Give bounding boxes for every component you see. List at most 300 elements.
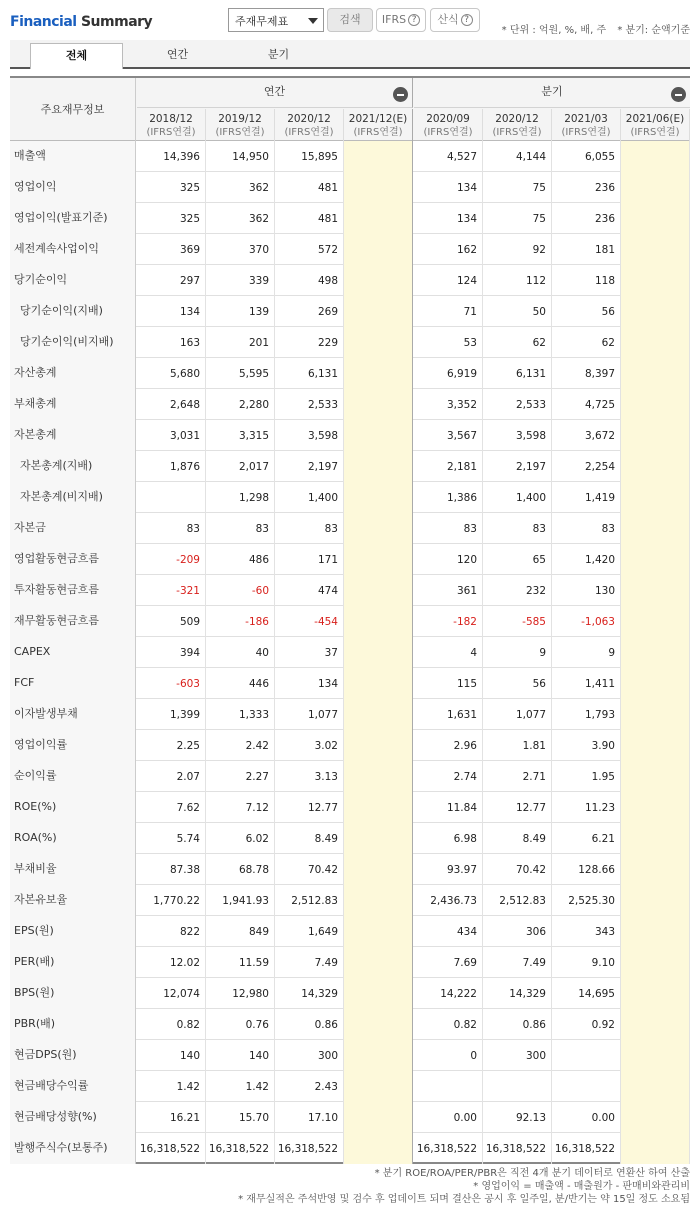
value-cell: 300: [483, 1040, 552, 1071]
value-cell: 509: [137, 606, 206, 637]
value-cell: 1,077: [275, 699, 344, 730]
value-cell: 2,533: [483, 389, 552, 420]
estimate-cell: [621, 1040, 690, 1071]
value-cell: 1,876: [137, 451, 206, 482]
row-label: 당기순이익: [10, 265, 136, 296]
value-cell: [552, 1071, 621, 1102]
column-basis: (IFRS연결): [561, 127, 611, 138]
value-cell: 16,318,522: [414, 1133, 483, 1164]
estimate-cell: [621, 637, 690, 668]
value-cell: 0.92: [552, 1009, 621, 1040]
value-cell: 3,352: [414, 389, 483, 420]
column-period: 2019/12: [218, 113, 262, 125]
value-cell: 92: [483, 234, 552, 265]
value-cell: -454: [275, 606, 344, 637]
value-cell: 1,386: [414, 482, 483, 513]
column-period: 2020/12: [495, 113, 539, 125]
value-cell: 2,197: [275, 451, 344, 482]
value-cell: 2,436.73: [414, 885, 483, 916]
row-label: 자산총계: [10, 358, 136, 389]
value-cell: 8.49: [275, 823, 344, 854]
table-row: [10, 420, 690, 451]
group-header-annual: [137, 78, 413, 108]
estimate-cell: [621, 1133, 690, 1164]
row-label: 부채총계: [10, 389, 136, 420]
value-cell: -60: [206, 575, 275, 606]
value-cell: 71: [414, 296, 483, 327]
estimate-cell: [621, 792, 690, 823]
column-header: [275, 109, 344, 142]
table-row: [10, 389, 690, 420]
estimate-cell: [344, 203, 413, 234]
value-cell: 1,399: [137, 699, 206, 730]
value-cell: 572: [275, 234, 344, 265]
value-cell: 2,181: [414, 451, 483, 482]
value-cell: 163: [137, 327, 206, 358]
row-label: 당기순이익(지배): [10, 296, 136, 327]
column-basis: (IFRS연결): [423, 127, 473, 138]
value-cell: -603: [137, 668, 206, 699]
table-row: [10, 172, 690, 203]
page-title: [10, 14, 152, 30]
formula-help-button[interactable]: [430, 8, 480, 32]
estimate-cell: [621, 420, 690, 451]
value-cell: [414, 1071, 483, 1102]
estimate-cell: [344, 1102, 413, 1133]
value-cell: 70.42: [483, 854, 552, 885]
tab-annual[interactable]: 연간: [166, 48, 189, 61]
estimate-cell: [344, 916, 413, 947]
value-cell: 236: [552, 172, 621, 203]
statement-type-select[interactable]: [228, 8, 324, 32]
financial-summary-table: [10, 76, 690, 1164]
value-cell: 394: [137, 637, 206, 668]
estimate-cell: [344, 978, 413, 1009]
column-basis: (IFRS연결): [492, 127, 542, 138]
value-cell: 50: [483, 296, 552, 327]
estimate-cell: [344, 482, 413, 513]
estimate-cell: [344, 420, 413, 451]
table-row: [10, 1133, 690, 1164]
estimate-cell: [621, 854, 690, 885]
value-cell: 11.59: [206, 947, 275, 978]
value-cell: 62: [552, 327, 621, 358]
search-button-label: 검색: [339, 13, 361, 26]
ifrs-help-button[interactable]: [376, 8, 426, 32]
value-cell: 1,941.93: [206, 885, 275, 916]
value-cell: 2.27: [206, 761, 275, 792]
unit-note-text: * 단위 : 억원, %, 배, 주: [501, 25, 607, 36]
value-cell: 2.25: [137, 730, 206, 761]
value-cell: 6.98: [414, 823, 483, 854]
table-row: [10, 606, 690, 637]
value-cell: 849: [206, 916, 275, 947]
value-cell: 4,725: [552, 389, 621, 420]
value-cell: 14,695: [552, 978, 621, 1009]
footnote: * 분기 ROE/ROA/PER/PBR은 직전 4개 분기 데이터로 연환산 하여 산출: [374, 1168, 690, 1179]
value-cell: 0.00: [552, 1102, 621, 1133]
value-cell: 1,298: [206, 482, 275, 513]
value-cell: 7.69: [414, 947, 483, 978]
value-cell: -186: [206, 606, 275, 637]
value-cell: 2.43: [275, 1071, 344, 1102]
value-cell: 8.49: [483, 823, 552, 854]
row-label: CAPEX: [10, 637, 136, 668]
group-annual-label: 연간: [263, 85, 286, 98]
value-cell: 2,512.83: [275, 885, 344, 916]
value-cell: 134: [275, 668, 344, 699]
estimate-cell: [621, 730, 690, 761]
estimate-cell: [621, 296, 690, 327]
value-cell: 181: [552, 234, 621, 265]
value-cell: 3,031: [137, 420, 206, 451]
row-label: 세전계속사업이익: [10, 234, 136, 265]
group-header-quarter: [414, 78, 690, 108]
column-header: [483, 109, 552, 142]
value-cell: 37: [275, 637, 344, 668]
value-cell: 1,400: [483, 482, 552, 513]
estimate-cell: [621, 1102, 690, 1133]
value-cell: 9: [483, 637, 552, 668]
value-cell: 162: [414, 234, 483, 265]
value-cell: 481: [275, 172, 344, 203]
value-cell: 4: [414, 637, 483, 668]
column-header: [206, 109, 275, 142]
estimate-cell: [344, 854, 413, 885]
estimate-cell: [344, 389, 413, 420]
value-cell: 2,525.30: [552, 885, 621, 916]
value-cell: 83: [414, 513, 483, 544]
value-cell: 87.38: [137, 854, 206, 885]
value-cell: 16,318,522: [275, 1133, 344, 1164]
value-cell: 325: [137, 203, 206, 234]
value-cell: 16,318,522: [206, 1133, 275, 1164]
row-label: 순이익률: [10, 761, 136, 792]
table-row: [10, 203, 690, 234]
value-cell: 5,595: [206, 358, 275, 389]
value-cell: 4,144: [483, 141, 552, 172]
value-cell: 2,648: [137, 389, 206, 420]
estimate-cell: [621, 1009, 690, 1040]
value-cell: 1,077: [483, 699, 552, 730]
value-cell: 11.84: [414, 792, 483, 823]
brand-word-2: Summary: [80, 14, 153, 30]
value-cell: 325: [137, 172, 206, 203]
estimate-cell: [621, 327, 690, 358]
column-basis: (IFRS연결): [353, 127, 403, 138]
value-cell: 140: [206, 1040, 275, 1071]
value-cell: 83: [206, 513, 275, 544]
period-tabs: [10, 40, 690, 69]
value-cell: 70.42: [275, 854, 344, 885]
value-cell: [483, 1071, 552, 1102]
column-header: [552, 109, 621, 142]
estimate-cell: [621, 203, 690, 234]
row-label: FCF: [10, 668, 136, 699]
value-cell: 369: [137, 234, 206, 265]
value-cell: 7.49: [275, 947, 344, 978]
estimate-cell: [621, 978, 690, 1009]
value-cell: 2.96: [414, 730, 483, 761]
estimate-cell: [621, 1071, 690, 1102]
table-row: [10, 296, 690, 327]
row-label: 영업이익(발표기준): [10, 203, 136, 234]
value-cell: 0: [414, 1040, 483, 1071]
estimate-cell: [621, 575, 690, 606]
value-cell: 3,315: [206, 420, 275, 451]
value-cell: 75: [483, 172, 552, 203]
estimate-cell: [621, 513, 690, 544]
value-cell: 0.86: [275, 1009, 344, 1040]
column-period: 2020/09: [426, 113, 470, 125]
table-row: [10, 1102, 690, 1133]
estimate-cell: [344, 141, 413, 172]
value-cell: 300: [275, 1040, 344, 1071]
estimate-cell: [344, 606, 413, 637]
value-cell: 6,131: [275, 358, 344, 389]
value-cell: 0.76: [206, 1009, 275, 1040]
value-cell: 1,420: [552, 544, 621, 575]
row-label: 영업이익: [10, 172, 136, 203]
row-label: 당기순이익(비지배): [10, 327, 136, 358]
value-cell: 6.21: [552, 823, 621, 854]
value-cell: 112: [483, 265, 552, 296]
value-cell: -1,063: [552, 606, 621, 637]
value-cell: 7.62: [137, 792, 206, 823]
estimate-cell: [344, 234, 413, 265]
value-cell: 1,793: [552, 699, 621, 730]
row-label: 부채비율: [10, 854, 136, 885]
table-row: [10, 482, 690, 513]
value-cell: 339: [206, 265, 275, 296]
value-cell: 92.13: [483, 1102, 552, 1133]
group-quarter-label: 분기: [541, 85, 563, 98]
value-cell: 139: [206, 296, 275, 327]
estimate-cell: [621, 451, 690, 482]
row-label: EPS(원): [10, 916, 136, 947]
estimate-cell: [344, 513, 413, 544]
footnote: * 재무실적은 주석반영 및 검수 후 업데이트 되며 결산은 공시 후 일주일, 분/반기는 약 15일 정도 소요됨: [238, 1194, 690, 1205]
estimate-cell: [621, 544, 690, 575]
row-label: 현금DPS(원): [10, 1040, 136, 1071]
ifrs-button-label: IFRS: [381, 13, 407, 26]
value-cell: 370: [206, 234, 275, 265]
value-cell: 362: [206, 172, 275, 203]
value-cell: 115: [414, 668, 483, 699]
value-cell: 6,919: [414, 358, 483, 389]
estimate-cell: [621, 141, 690, 172]
column-basis: (IFRS연결): [215, 127, 265, 138]
footnote: * 영업이익 = 매출액 - 매출원가 - 판매비와관리비: [473, 1181, 690, 1192]
value-cell: 446: [206, 668, 275, 699]
table-row: [10, 668, 690, 699]
value-cell: 1,333: [206, 699, 275, 730]
table-row: [10, 854, 690, 885]
value-cell: 1.42: [206, 1071, 275, 1102]
value-cell: 16,318,522: [137, 1133, 206, 1164]
row-label: 매출액: [10, 141, 136, 172]
row-label: 자본총계(비지배): [10, 482, 136, 513]
value-cell: 2,197: [483, 451, 552, 482]
value-cell: 2,512.83: [483, 885, 552, 916]
table-row: [10, 792, 690, 823]
top-bar: [0, 0, 700, 40]
value-cell: 3,598: [483, 420, 552, 451]
row-label: BPS(원): [10, 978, 136, 1009]
estimate-cell: [344, 1040, 413, 1071]
value-cell: -182: [414, 606, 483, 637]
row-label: ROE(%): [10, 792, 136, 823]
estimate-cell: [621, 265, 690, 296]
column-header: [137, 109, 206, 142]
row-label: 현금배당수익률: [10, 1071, 136, 1102]
value-cell: 481: [275, 203, 344, 234]
row-label: 자본유보율: [10, 885, 136, 916]
value-cell: 3.02: [275, 730, 344, 761]
tab-all[interactable]: 전체: [30, 43, 123, 69]
estimate-cell: [621, 606, 690, 637]
table-row: [10, 730, 690, 761]
column-period: 2018/12: [149, 113, 193, 125]
table-row: [10, 916, 690, 947]
row-label: 자본총계: [10, 420, 136, 451]
estimate-cell: [344, 1071, 413, 1102]
table-row: [10, 141, 690, 172]
column-period: 2021/03: [564, 113, 608, 125]
estimate-cell: [621, 389, 690, 420]
column-header: [344, 109, 413, 142]
table-row: [10, 513, 690, 544]
table-row: [10, 358, 690, 389]
value-cell: 12,980: [206, 978, 275, 1009]
value-cell: 1,770.22: [137, 885, 206, 916]
value-cell: 83: [275, 513, 344, 544]
value-cell: 9.10: [552, 947, 621, 978]
column-basis: (IFRS연결): [146, 127, 196, 138]
tab-quarterly[interactable]: 분기: [267, 48, 290, 61]
row-label: PBR(배): [10, 1009, 136, 1040]
estimate-cell: [344, 792, 413, 823]
estimate-cell: [621, 482, 690, 513]
search-button[interactable]: [327, 8, 373, 32]
estimate-cell: [621, 947, 690, 978]
value-cell: 0.82: [414, 1009, 483, 1040]
value-cell: 14,329: [275, 978, 344, 1009]
table-row: [10, 327, 690, 358]
value-cell: 12.77: [483, 792, 552, 823]
value-cell: 2,533: [275, 389, 344, 420]
value-cell: 134: [137, 296, 206, 327]
value-cell: 361: [414, 575, 483, 606]
value-cell: 0.00: [414, 1102, 483, 1133]
collapse-annual-icon[interactable]: [393, 87, 408, 102]
value-cell: 474: [275, 575, 344, 606]
value-cell: 14,396: [137, 141, 206, 172]
table-row: [10, 761, 690, 792]
estimate-cell: [344, 1009, 413, 1040]
row-label: 현금배당성향(%): [10, 1102, 136, 1133]
value-cell: 120: [414, 544, 483, 575]
value-cell: 4,527: [414, 141, 483, 172]
table-row: [10, 544, 690, 575]
value-cell: 140: [137, 1040, 206, 1071]
value-cell: 3.90: [552, 730, 621, 761]
table-row: [10, 451, 690, 482]
value-cell: 1,411: [552, 668, 621, 699]
estimate-cell: [344, 668, 413, 699]
value-cell: 75: [483, 203, 552, 234]
estimate-cell: [344, 637, 413, 668]
value-cell: 306: [483, 916, 552, 947]
value-cell: 1.81: [483, 730, 552, 761]
value-cell: 7.49: [483, 947, 552, 978]
row-label: 이자발생부채: [10, 699, 136, 730]
table-row: [10, 885, 690, 916]
column-period: 2020/12: [287, 113, 331, 125]
help-icon: ?: [408, 14, 420, 26]
table-row: [10, 1009, 690, 1040]
table-row: [10, 947, 690, 978]
estimate-cell: [344, 761, 413, 792]
value-cell: 65: [483, 544, 552, 575]
estimate-cell: [621, 699, 690, 730]
value-cell: 1,649: [275, 916, 344, 947]
value-cell: 498: [275, 265, 344, 296]
select-value: 주재무제표: [235, 15, 289, 28]
value-cell: 62: [483, 327, 552, 358]
value-cell: 269: [275, 296, 344, 327]
value-cell: 5.74: [137, 823, 206, 854]
value-cell: 5,680: [137, 358, 206, 389]
value-cell: 17.10: [275, 1102, 344, 1133]
unit-note: [494, 21, 690, 36]
value-cell: -321: [137, 575, 206, 606]
value-cell: 232: [483, 575, 552, 606]
value-cell: 12.77: [275, 792, 344, 823]
value-cell: 68.78: [206, 854, 275, 885]
value-cell: 53: [414, 327, 483, 358]
column-period: 2021/12(E): [348, 113, 408, 125]
value-cell: 134: [414, 172, 483, 203]
collapse-quarter-icon[interactable]: [671, 87, 686, 102]
estimate-cell: [344, 172, 413, 203]
value-cell: 93.97: [414, 854, 483, 885]
value-cell: 297: [137, 265, 206, 296]
column-basis: (IFRS연결): [284, 127, 334, 138]
estimate-cell: [621, 668, 690, 699]
value-cell: 12,074: [137, 978, 206, 1009]
row-label: 자본총계(지배): [10, 451, 136, 482]
value-cell: 83: [552, 513, 621, 544]
table-row: [10, 265, 690, 296]
value-cell: 3,672: [552, 420, 621, 451]
row-label: 투자활동현금흐름: [10, 575, 136, 606]
value-cell: 1,631: [414, 699, 483, 730]
value-cell: 2,254: [552, 451, 621, 482]
table-header: [10, 76, 690, 141]
value-cell: 2,280: [206, 389, 275, 420]
value-cell: 16.21: [137, 1102, 206, 1133]
value-cell: 9: [552, 637, 621, 668]
row-label: 영업이익률: [10, 730, 136, 761]
value-cell: 16,318,522: [552, 1133, 621, 1164]
value-cell: -585: [483, 606, 552, 637]
value-cell: 83: [137, 513, 206, 544]
value-cell: 343: [552, 916, 621, 947]
row-label: 자본금: [10, 513, 136, 544]
value-cell: 6,055: [552, 141, 621, 172]
value-cell: 0.82: [137, 1009, 206, 1040]
